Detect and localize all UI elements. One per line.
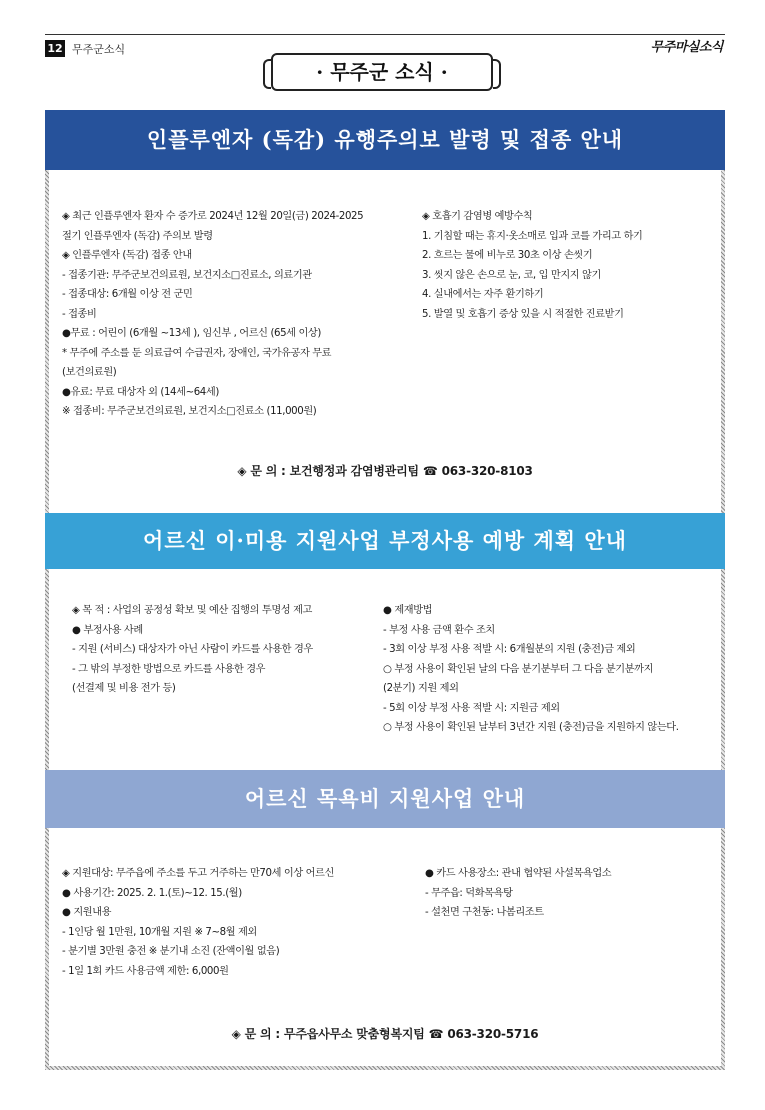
notice1-left-line: - 접종대상: 6개월 이상 전 군민 bbox=[62, 289, 193, 300]
notice1-left-line: - 접종기관: 무주군보건의료원, 보건지소□진료소, 의료기관 bbox=[62, 269, 312, 281]
notice2-left-line: (선결제 및 비용 전가 등) bbox=[72, 683, 176, 694]
notice1-left-line: ◈ 인플루엔자 (독감) 접종 안내 bbox=[62, 250, 192, 261]
notice1-right-line: 4. 실내에서는 자주 환기하기 bbox=[422, 289, 544, 300]
notice3-left-line: - 1일 1회 카드 사용금액 제한: 6,000원 bbox=[62, 965, 229, 977]
notice2-left-line: ● 부정사용 사례 bbox=[72, 624, 143, 636]
notice1-right-line: 5. 발열 및 호흡기 증상 있을 시 적절한 진료받기 bbox=[422, 308, 624, 320]
notice2-left-line: - 그 밖의 부정한 방법으로 카드를 사용한 경우 bbox=[72, 663, 266, 675]
notice3-left-line: - 분기별 3만원 충전 ※ 분기내 소진 (잔액이월 없음) bbox=[62, 946, 280, 957]
notice2-right-line: - 3회 이상 부정 사용 적발 시: 6개월분의 지원 (충전)금 제외 bbox=[383, 644, 636, 655]
notice2-title: 어르신 이·미용 지원사업 부정사용 예방 계획 안내 bbox=[45, 513, 725, 569]
notice1-contact: ◈ 문 의 : 보건행정과 감염병관리팀 ☎ 063-320-8103 bbox=[237, 464, 533, 478]
news-badge: · 무주군 소식 · bbox=[271, 53, 493, 91]
notice2-left-line: ◈ 목 적 : 사업의 공정성 확보 및 예산 집행의 투명성 제고 bbox=[72, 605, 312, 616]
section-name: 무주군소식 bbox=[72, 43, 126, 56]
notice2-right-line: - 부정 사용 금액 환수 조치 bbox=[383, 624, 495, 636]
notice1-right-line: 3. 씻지 않은 손으로 눈, 코, 입 만지지 않기 bbox=[422, 269, 601, 281]
masthead-logo: 무주마실소식 bbox=[650, 40, 723, 55]
header-rule bbox=[45, 34, 725, 35]
notice2-right-line: ● 제재방법 bbox=[383, 605, 433, 616]
notice2-right-line: (2분기) 지원 제외 bbox=[383, 683, 459, 694]
notice1-left-line: 절기 인플루엔자 (독감) 주의보 발령 bbox=[62, 230, 213, 242]
notice3-title: 어르신 목욕비 지원사업 안내 bbox=[45, 770, 725, 828]
notice3-right-line: - 무주읍: 덕화목욕탕 bbox=[425, 887, 513, 899]
notice1-right-line: 1. 기침할 때는 휴지·옷소매로 입과 코를 가리고 하기 bbox=[422, 230, 643, 242]
notice1-right-line: 2. 흐르는 물에 비누로 30초 이상 손씻기 bbox=[422, 250, 593, 261]
notice2-right-line: ○ 부정 사용이 확인된 날부터 3년간 지원 (충전)금을 지원하지 않는다. bbox=[383, 722, 679, 733]
notice1-left-line: ◈ 최근 인플루엔자 환자 수 증가로 2024년 12월 20일(금) 2024-2025 bbox=[62, 211, 364, 222]
notice1-left-line: ●유료: 무료 대상자 외 (14세~64세) bbox=[62, 386, 219, 398]
notice2-right-line: ○ 부정 사용이 확인된 날의 다음 분기분부터 그 다음 분기분까지 bbox=[383, 663, 654, 675]
notice1-left-line: (보건의료원) bbox=[62, 367, 117, 378]
notice1-left-line: - 접종비 bbox=[62, 308, 97, 320]
notice2-right-column bbox=[383, 601, 679, 738]
notice1-right-line: ◈ 호흡기 감염병 예방수칙 bbox=[422, 211, 533, 222]
notice3-left-column bbox=[62, 864, 334, 981]
notice1-title: 인플루엔자 (독감) 유행주의보 발령 및 접종 안내 bbox=[45, 110, 725, 170]
notice1-left-line: * 무주에 주소를 둔 의료급여 수급권자, 장애인, 국가유공자 무료 bbox=[62, 347, 332, 359]
notice2-left-line: - 지원 (서비스) 대상자가 아닌 사람이 카드를 사용한 경우 bbox=[72, 644, 313, 655]
notice1-right-column bbox=[422, 207, 642, 324]
notice3-left-line: ● 사용기간: 2025. 2. 1.(토)~12. 15.(월) bbox=[62, 887, 242, 899]
notice3-contact: ◈ 문 의 : 무주읍사무소 맞춤형복지팀 ☎ 063-320-5716 bbox=[231, 1027, 539, 1041]
notice2-right-line: - 5회 이상 부정 사용 적발 시: 지원금 제외 bbox=[383, 702, 560, 714]
notice2-left-column bbox=[72, 601, 313, 699]
notice1-left-line: ※ 접종비: 무주군보건의료원, 보건지소□진료소 (11,000원) bbox=[62, 406, 317, 417]
notice1-left-column bbox=[62, 207, 363, 422]
notice1-left-line: ●무료 : 어린이 (6개월 ~13세 ), 임신부 , 어르신 (65세 이상) bbox=[62, 328, 321, 339]
notice3-right-column bbox=[425, 864, 611, 923]
notice3-left-line: - 1인당 월 1만원, 10개월 지원 ※ 7~8월 제외 bbox=[62, 926, 257, 938]
notice3-left-line: ◈ 지원대상: 무주읍에 주소를 두고 거주하는 만70세 이상 어르신 bbox=[62, 868, 334, 879]
notice3-left-line: ● 지원내용 bbox=[62, 907, 112, 918]
page-number: 12 bbox=[45, 40, 65, 57]
notice3-right-line: - 설천면 구천동: 나봄리조트 bbox=[425, 907, 544, 918]
notice3-right-line: ● 카드 사용장소: 관내 협약된 사설목욕업소 bbox=[425, 868, 612, 879]
